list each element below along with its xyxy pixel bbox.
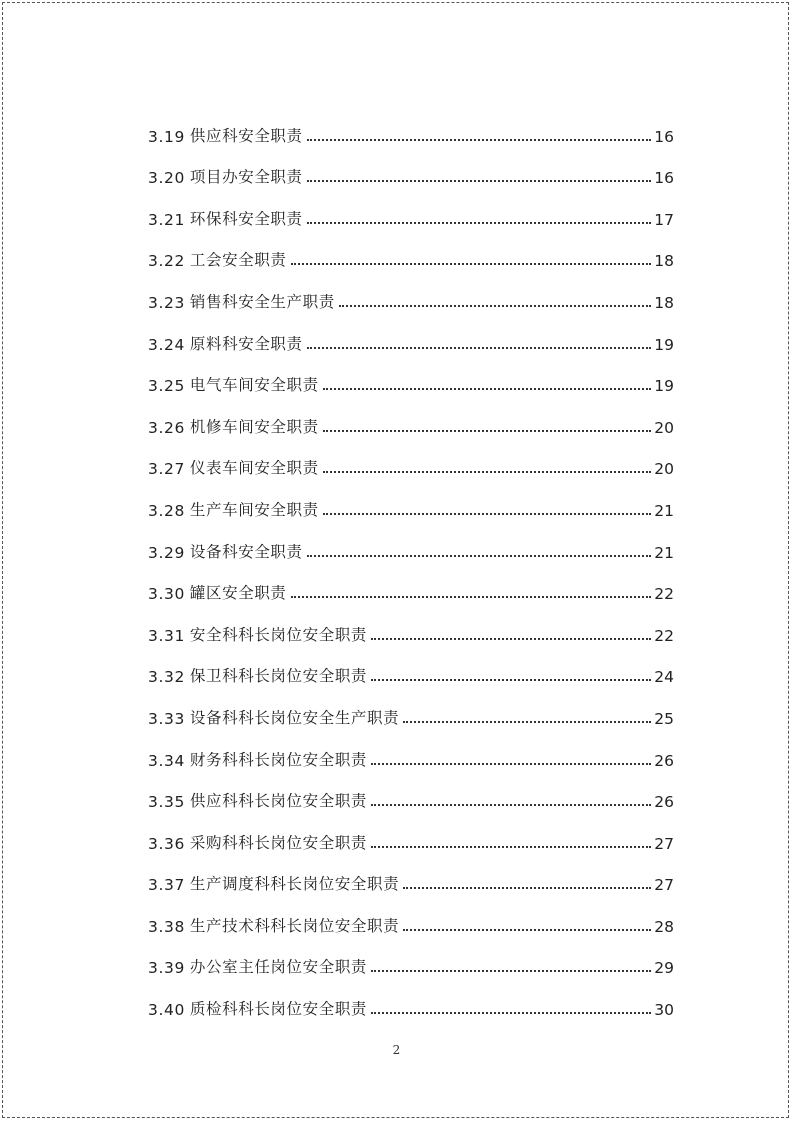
toc-dot-leader xyxy=(403,887,651,889)
toc-entry-page: 30 xyxy=(654,1001,674,1020)
toc-dot-leader xyxy=(323,430,652,432)
toc-entry[interactable] xyxy=(148,645,674,687)
toc-entry-title: 保卫科科长岗位安全职责 xyxy=(189,667,368,686)
toc-entry-page: 29 xyxy=(654,959,674,978)
toc-entry-number: 3.24 xyxy=(148,335,185,354)
toc-entry-title: 设备科安全职责 xyxy=(189,542,303,561)
toc-entry-page: 24 xyxy=(654,668,674,687)
toc-entry-page: 28 xyxy=(654,917,674,936)
toc-entry-page: 19 xyxy=(654,335,674,354)
toc-entry-title: 销售科安全生产职责 xyxy=(189,292,335,311)
toc-entry-page: 17 xyxy=(654,210,674,229)
toc-entry-page: 25 xyxy=(654,709,674,728)
toc-entry-page: 20 xyxy=(654,460,674,479)
toc-dot-leader xyxy=(307,222,652,224)
toc-entry-title: 供应科安全职责 xyxy=(189,126,303,145)
toc-entry-title: 原料科安全职责 xyxy=(189,334,303,353)
toc-dot-leader xyxy=(403,721,651,723)
toc-dot-leader xyxy=(371,679,651,681)
toc-entry-page: 20 xyxy=(654,418,674,437)
toc-entry-page: 27 xyxy=(654,834,674,853)
toc-entry-page: 21 xyxy=(654,501,674,520)
toc-entry[interactable] xyxy=(148,853,674,895)
page-number: 2 xyxy=(392,1043,401,1057)
toc-entry-title: 项目办安全职责 xyxy=(189,168,303,187)
toc-dot-leader xyxy=(291,263,652,265)
toc-entry-title: 电气车间安全职责 xyxy=(189,376,319,395)
toc-entry-number: 3.20 xyxy=(148,169,185,188)
toc-entry-title: 环保科安全职责 xyxy=(189,209,303,228)
toc-dot-leader xyxy=(371,1012,651,1014)
toc-entry-number: 3.34 xyxy=(148,751,185,770)
toc-dot-leader xyxy=(307,139,652,141)
toc-entry[interactable] xyxy=(148,686,674,728)
toc-entry[interactable] xyxy=(148,728,674,770)
toc-entry[interactable] xyxy=(148,395,674,437)
toc-entry-title: 机修车间安全职责 xyxy=(189,417,319,436)
toc-dot-leader xyxy=(307,347,652,349)
toc-entry-number: 3.37 xyxy=(148,876,185,895)
toc-entry-title: 生产车间安全职责 xyxy=(189,500,319,519)
toc-dot-leader xyxy=(371,763,651,765)
toc-entry[interactable] xyxy=(148,104,674,146)
toc-dot-leader xyxy=(339,305,651,307)
toc-entry-number: 3.32 xyxy=(148,668,185,687)
toc-entry-page: 26 xyxy=(654,751,674,770)
table-of-contents xyxy=(148,104,674,1019)
toc-dot-leader xyxy=(307,555,652,557)
toc-entry-number: 3.27 xyxy=(148,460,185,479)
toc-entry-title: 设备科科长岗位安全生产职责 xyxy=(189,708,400,727)
toc-entry-title: 罐区安全职责 xyxy=(189,584,287,603)
toc-entry-title: 质检科科长岗位安全职责 xyxy=(189,1000,368,1019)
toc-entry[interactable] xyxy=(148,270,674,312)
toc-entry-title: 办公室主任岗位安全职责 xyxy=(189,958,368,977)
toc-entry[interactable] xyxy=(148,936,674,978)
toc-entry[interactable] xyxy=(148,437,674,479)
toc-entry-title: 安全科科长岗位安全职责 xyxy=(189,625,368,644)
toc-entry-page: 16 xyxy=(654,127,674,146)
toc-dot-leader xyxy=(323,388,652,390)
toc-entry[interactable] xyxy=(148,354,674,396)
toc-entry-page: 22 xyxy=(654,626,674,645)
toc-entry-number: 3.29 xyxy=(148,543,185,562)
toc-entry-title: 财务科科长岗位安全职责 xyxy=(189,750,368,769)
toc-dot-leader xyxy=(403,929,651,931)
toc-entry[interactable] xyxy=(148,977,674,1019)
toc-entry-title: 供应科科长岗位安全职责 xyxy=(189,792,368,811)
toc-entry[interactable] xyxy=(148,811,674,853)
toc-dot-leader xyxy=(323,513,652,515)
toc-entry[interactable] xyxy=(148,146,674,188)
toc-entry[interactable] xyxy=(148,770,674,812)
toc-entry[interactable] xyxy=(148,229,674,271)
toc-entry[interactable] xyxy=(148,603,674,645)
toc-entry-number: 3.40 xyxy=(148,1001,185,1020)
toc-entry-page: 18 xyxy=(654,252,674,271)
toc-entry-number: 3.38 xyxy=(148,917,185,936)
toc-entry-number: 3.26 xyxy=(148,418,185,437)
toc-entry-number: 3.36 xyxy=(148,834,185,853)
toc-entry-title: 仪表车间安全职责 xyxy=(189,459,319,478)
toc-entry[interactable] xyxy=(148,478,674,520)
toc-entry-number: 3.19 xyxy=(148,127,185,146)
toc-entry-number: 3.23 xyxy=(148,293,185,312)
toc-entry-number: 3.25 xyxy=(148,377,185,396)
toc-entry-page: 18 xyxy=(654,293,674,312)
toc-entry-page: 26 xyxy=(654,793,674,812)
toc-entry-number: 3.39 xyxy=(148,959,185,978)
toc-entry[interactable] xyxy=(148,894,674,936)
toc-dot-leader xyxy=(371,638,651,640)
toc-entry[interactable] xyxy=(148,187,674,229)
toc-entry[interactable] xyxy=(148,312,674,354)
toc-entry-page: 19 xyxy=(654,377,674,396)
toc-entry-page: 21 xyxy=(654,543,674,562)
toc-dot-leader xyxy=(291,596,652,598)
toc-entry-number: 3.31 xyxy=(148,626,185,645)
toc-entry-title: 工会安全职责 xyxy=(189,251,287,270)
toc-dot-leader xyxy=(371,846,651,848)
toc-entry[interactable] xyxy=(148,562,674,604)
toc-entry-number: 3.28 xyxy=(148,501,185,520)
toc-entry-page: 27 xyxy=(654,876,674,895)
toc-entry-number: 3.21 xyxy=(148,210,185,229)
toc-dot-leader xyxy=(323,471,652,473)
toc-entry-title: 生产调度科科长岗位安全职责 xyxy=(189,875,400,894)
toc-entry-page: 16 xyxy=(654,169,674,188)
toc-dot-leader xyxy=(307,180,652,182)
toc-entry-number: 3.33 xyxy=(148,709,185,728)
toc-entry-page: 22 xyxy=(654,585,674,604)
toc-entry-number: 3.35 xyxy=(148,793,185,812)
toc-entry-title: 生产技术科科长岗位安全职责 xyxy=(189,916,400,935)
toc-dot-leader xyxy=(371,970,651,972)
toc-entry-title: 采购科科长岗位安全职责 xyxy=(189,833,368,852)
toc-entry-number: 3.30 xyxy=(148,585,185,604)
toc-entry-number: 3.22 xyxy=(148,252,185,271)
toc-dot-leader xyxy=(371,804,651,806)
toc-entry[interactable] xyxy=(148,520,674,562)
